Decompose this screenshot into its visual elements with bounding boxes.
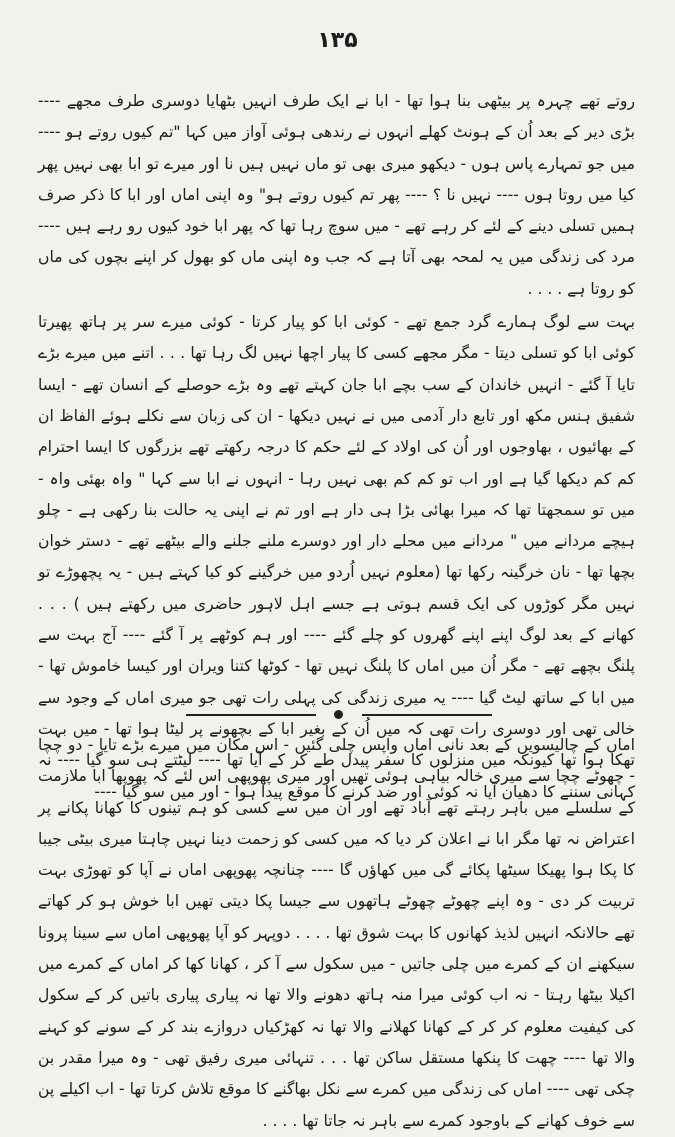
paragraph-1: روتے تھے چہرہ پر بیٹھی بنا ہوا تھا - ابا نے ایک طرف انہیں بٹھایا دوسری طرف مجھے ---- بڑی دیر کے بعد اُن کے ہونٹ کھلے انہوں نے رندھی ہوئی آواز میں کہا "تم کیوں روتے ہو ---- میں جو تمہارے پاس ہوں - دیکھو میری بھی تو ماں نہیں ہیں نا اور میرے تو ابا بھی نہیں پھر کیا میں روتا ہوں ---- نہیں نا ؟ ---- پھر تم کیوں روتے ہو" وہ اپنی اماں اور ابا کا ذکر صرف ہمیں تسلی دینے کے لئے کر رہے تھے - میں سوچ رہا تھا کہ پھر ابا خود کیوں رو رہے ہیں ---- مرد کی زندگی میں یہ لمحہ بھی آتا ہے کہ جب وہ اپنی ماں کو بھول کر اپنے بچوں کی ماں کو روتا ہے . . . .	[38, 92, 635, 298]
paragraph-3: اماں کے چالیسویں کے بعد نانی اماں واپس چلی گئیں - اس مکان میں میرے بڑے تایا - دو چچا - چھوٹے چچا سے میری خالہ بیاہی ہوئی تھیں اور میری پھوپھی اس لئے کہ پھوپھا ابا ملازمت کے سلسلے میں باہر رہتے تھے آباد تھے اور ان میں سے کسی کو ہم تینوں کا کھانا پکانے پر اعتراض نہ تھا مگر ابا نے اعلان کر دیا کہ میں کسی کو زحمت دینا نہیں چاہتا میری بیٹی جیبا کا پکا ہوا پھیکا سیٹھا پکائے گی میں کھاؤں گا ---- چنانچہ پھوپھی اماں نے آپا کو تھوڑی بہت تربیت کر دی - وہ اپنے چھوٹے چھوٹے ہاتھوں سے جیسا پکا دیتی تھیں ابا خوش ہو کر کھاتے تھے حالانکہ انہیں لذیذ کھانوں کا بہت شوق تھا . . . . دوپہر کو آپا پھوپھی اماں سے سینا پرونا سیکھنے ان کے کمرے میں چلی جاتیں - میں سکول سے آ کر ، کھانا کھا کر اماں کے کمرے میں اکیلا بیٹھا رہتا - نہ اب کوئی میرا منہ ہاتھ دھونے والا تھا نہ پیاری پیاری باتیں کر کے سکول کی کیفیت معلوم کر کر کے کھانا کھلانے والا تھا نہ کھڑکیاں دروازے بند کر کے سونے کو کہنے والا تھا ---- چھت کا پنکھا مستقل ساکن تھا . . . تنہائی میری رفیق تھی - وہ میرا مقدر بن چکی تھی ---- اماں کی زندگی میں کمرے سے نکل بھاگنے کا موقع تلاش کرتا تھا - اب اکیلے پن سے خوف کھانے کے باوجود کمرے سے باہر نہ جاتا تھا . . . .	[38, 736, 635, 1130]
divider-dot	[334, 710, 343, 719]
text-section-bottom	[38, 730, 635, 1137]
divider-line-right	[362, 714, 492, 716]
divider-line-left	[186, 714, 316, 716]
page-number: ۱۳۵	[317, 28, 358, 53]
paragraph-2: بہت سے لوگ ہمارے گرد جمع تھے - کوئی ابا کو پیار کرتا - کوئی میرے سر پر ہاتھ پھیرتا کوئی ابا کو تسلی دیتا - مگر مجھے کسی کا پیار اچھا نہیں لگ رہا تھا . . . اتنے میں میرے بڑے تایا آ گئے - انہیں خاندان کے سب بچے ابا جان کہتے تھے وہ بڑے حوصلے کے انسان تھے - ایسا شفیق ہنس مکھ اور تابع دار آدمی میں نے نہیں دیکھا - ان کی زبان سے نکلے ہوئے الفاظ ان کے بھائیوں ، بھاوجوں اور اُن کی اولاد کے لئے حکم کا درجہ رکھتے تھے بزرگوں کا ایسا احترام کم کم دیکھا گیا ہے اور اب تو کم کم بھی نہیں رہا - انہوں نے ابا سے کہا " واہ بھئی واہ - میں تو سمجھتا تھا کہ میرا بھائی بڑا ہی دار ہے اور تم نے اپنی یہ حالت بنا رکھی ہے - چلو ہیچے مردانے میں " مردانے میں محلے دار اور دوسرے ملنے جلنے والے بیٹھے تھے - دستر خوان بچھا تھا - نان خرگینہ رکھا تھا (معلوم نہیں اُردو میں خرگینے کو کیا کہتے ہیں - یہ پچھوڑے تو نہیں مگر کوڑوں کی ایک قسم ہوتی ہے جسے اہل لاہور حاضری میں رکھتے ہیں ) . . . کھانے کے بعد لوگ اپنے اپنے گھروں کو چلے گئے ---- اور ہم کوٹھے پر آ گئے ---- آج بہت سے پلنگ بچھے تھے - مگر اُن میں اماں کا پلنگ نہیں تھا - کوٹھا کتنا ویران اور کیسا خاموش تھا - میں ابا کے ساتھ لیٹ گیا ---- یہ میری زندگی کی پہلی رات تھی جو میری اماں کے وجود سے خالی تھی اور دوسری رات تھی کہ میں اُن کے بغیر ابا کے بچھونے پر لیٹا ہوا تھا - میں بہت تھکا ہوا تھا کیونکہ میں منزلوں کا سفر پیدل طے کر کے آیا تھا ---- لیٹتے ہی سو گیا ---- نہ کہانی سننے کا دھیان آیا نہ کوئی اور ضد کرنے کا موقع پیدا ہوا - اور میں سو گیا ----	[38, 313, 635, 801]
section-divider	[0, 708, 675, 720]
text-section-top	[38, 86, 635, 808]
